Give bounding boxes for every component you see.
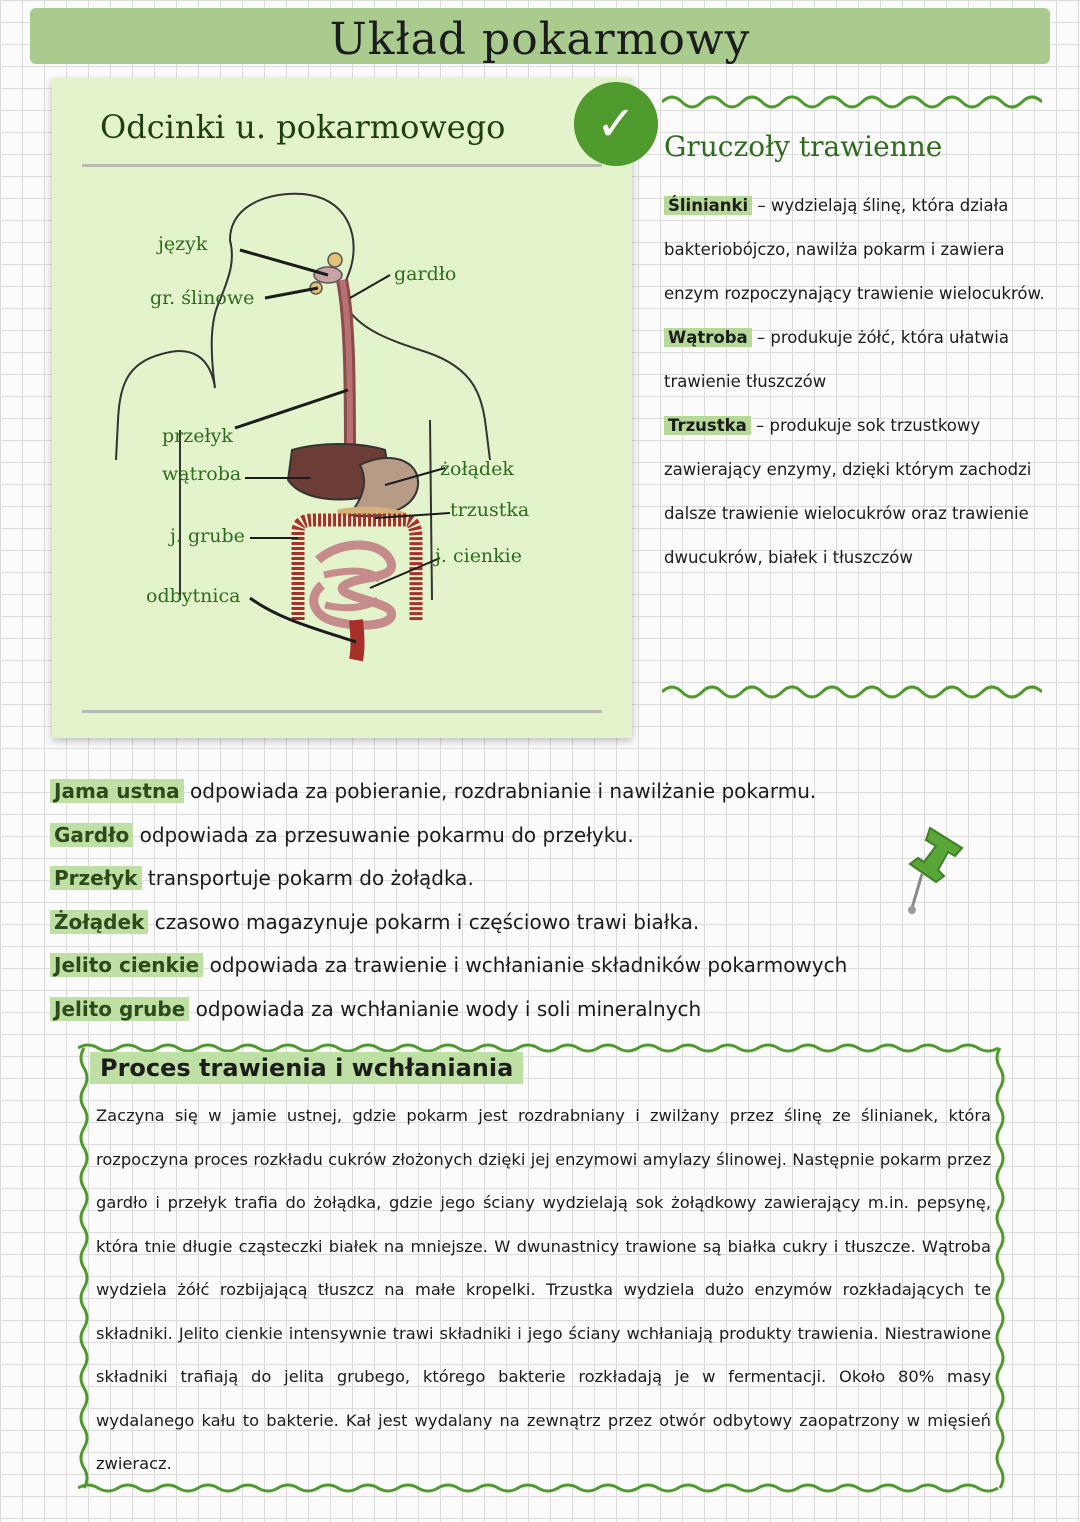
gland-name: Ślinianki [664,196,752,215]
gland-item [664,184,1054,316]
label-j-cienkie: j. cienkie [435,545,523,567]
process-title: Proces trawienia i wchłaniania [90,1052,523,1084]
organ-desc: czasowo magazynuje pokarm i częściowo trawi białka. [154,909,700,934]
organs-list [50,770,1010,1031]
wave-divider-bottom [662,682,1042,702]
diagram-panel-title: Odcinki u. pokarmowego [100,108,506,146]
label-gardlo: gardło [394,263,457,285]
gland-item [664,316,1054,404]
organ-name: Jelito cienkie [50,953,203,977]
checkmark-icon: ✓ [574,82,658,166]
gland-desc: – produkuje żółć, która ułatwia trawienie tłuszczów [664,328,1009,391]
panel-divider-top [82,164,602,167]
gland-name: Wątroba [664,328,752,347]
organ-desc: transportuje pokarm do żołądka. [147,866,474,890]
gland-desc: – produkuje sok trzustkowy zawierający enzymy, dzięki którym zachodzi dalsze trawienie wielocukrów oraz trawienie dwucukrów, białek i tłuszczów [664,416,1032,567]
torso-right [430,420,432,600]
glands-list [664,184,1054,580]
process-text: Zaczyna się w jamie ustnej, gdzie pokarm jest rozdrabniany i zwilżany przez ślinę ze ślinianek, która rozpoczyna proces rozkładu cukrów złożonych dzięki jej enzymowi amylazy ślinowej. Następnie pokarm przez gardło i przełyk trafia do żołądka, gdzie jego ściany wydzielają sok żołądkowy zawierający m.in. pepsynę, która tnie długie cząsteczki białek na mniejsze. W dwunastnicy trawione są białka cukry i tłuszcze. Wątroba wydziela żółć rozbijającą tłuszcz na małe kropelki. Trzustka wydziela dużo enzymów rozkładających te składniki. Jelito cienkie intensywnie trawi składniki i jego ściany wchłaniają produkty trawienia. Niestrawione składniki trafiają do jelita grubego, którego bakterie rozkładają je w fermentacji. Około 80% masy wydalanego kału to bakterie. Kał jest wydalany na zewnątrz przez otwór odbytowy zaopatrzony w mięsień zwieracz. [96,1106,991,1473]
gland-desc: – wydzielają ślinę, która działa bakteriobójczo, nawilża pokarm i zawiera enzym rozpoczynający trawienie wielocukrów. [664,196,1045,303]
label-przelyk: przełyk [162,425,233,447]
organ-desc: odpowiada za trawienie i wchłanianie składników pokarmowych [209,953,848,977]
label-odbytnica: odbytnica [146,585,241,607]
panel-divider-bottom [82,710,602,713]
gland-item [664,404,1054,580]
organ-desc: odpowiada za pobieranie, rozdrabnianie i nawilżanie pokarmu. [190,779,817,803]
organ-name: Jama ustna [50,779,184,803]
organ-row [50,770,1010,814]
organ-row [50,988,1010,1032]
organ-name: Przełyk [50,866,142,890]
organ-desc: odpowiada za wchłanianie wody i soli mineralnych [195,996,702,1021]
organ-row [50,857,1010,901]
label-jezyk: język [158,233,208,255]
small-intestine-shape [314,545,392,625]
organ-row [50,944,1010,988]
label-gr-slinowe: gr. ślinowe [150,287,255,309]
organ-name: Żołądek [50,910,148,934]
wave-divider-top [662,92,1042,112]
label-zoladek: żołądek [440,458,514,480]
organ-name: Jelito grube [50,997,189,1021]
label-j-grube: j. grube [170,525,245,547]
rectum-shape [356,620,358,660]
glands-title: Gruczoły trawienne [664,130,943,163]
digestive-system-diagram [60,180,580,700]
organ-row [50,901,1010,945]
salivary-gland-shape [328,253,342,267]
organ-name: Gardło [50,823,133,847]
page-title: Układ pokarmowy [329,14,751,65]
gland-name: Trzustka [664,416,751,435]
organ-desc: odpowiada za przesuwanie pokarmu do przełyku. [139,822,634,847]
label-trzustka: trzustka [450,499,530,521]
label-watroba: wątroba [162,463,242,485]
pushpin-icon [900,818,980,918]
organ-row [50,814,1010,858]
